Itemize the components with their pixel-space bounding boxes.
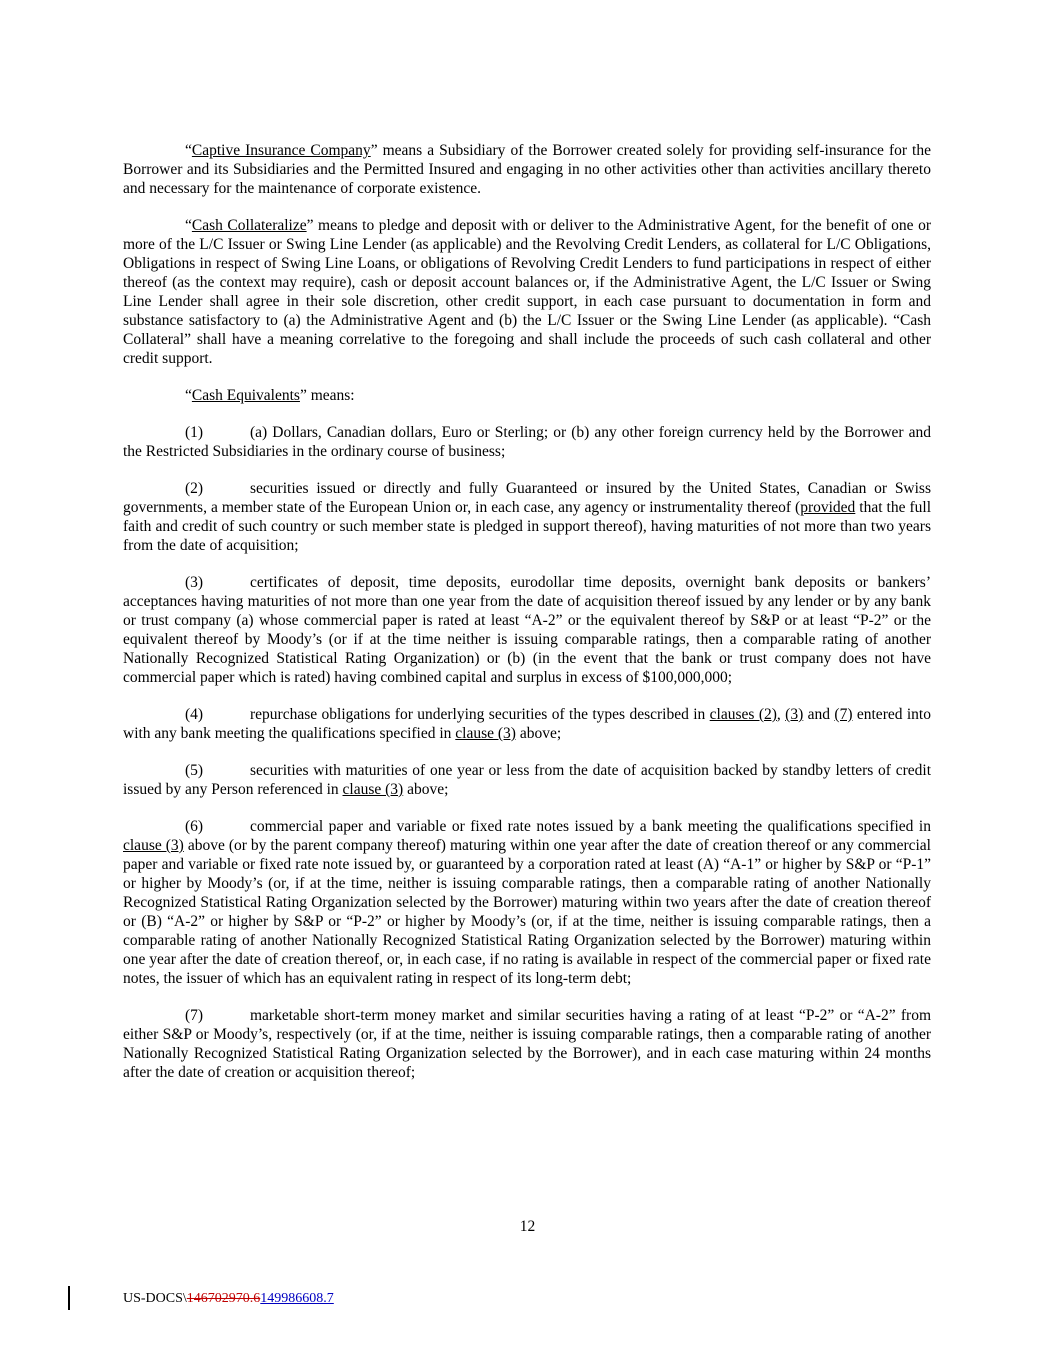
text-run: ” means to pledge and deposit with or deliver to the Administrative Agent, for the benefit of one or more of the L/C Issuer or Swing Line Lender (as applicable) and the Revolving Credit Lenders, as collateral for L/C Obligations, Obligations in respect of Swing Line Loans, or obligations of Revolving Credit Lenders to fund participations in respect of either thereof (as the context may require), cash or deposit account balances or, if the Administrative Agent, the L/C Issuer or Swing Line Lender shall agree in their sole discretion, other credit support, in each case pursuant to documentation in form and substance satisfactory to (a) the Administrative Agent and (b) the L/C Issuer or the Swing Line Lender (as applicable). “Cash Collateral” shall have a meaning correlative to the foregoing and shall include the proceeds of such cash collateral and other credit support. (123, 217, 931, 367)
text-run: (a) Dollars, Canadian dollars, Euro or Sterling; or (b) any other foreign currency held by the Borrower and the Restricted Subsidiaries in the ordinary course of business; (123, 424, 931, 460)
def-cash-equivalents (123, 386, 931, 405)
footer-prefix: US-DOCS\ (123, 1291, 187, 1306)
text-run: certificates of deposit, time deposits, eurodollar time deposits, overnight bank deposits or bankers’ acceptances having maturities of not more than one year from the date of acquisition thereof issued by any lender or by any bank or trust company (a) whose commercial paper is rated at least “A-2” or the equivalent thereof by S&P or at least “P-2” or the equivalent thereof by Moody’s (or if at the time neither is issuing comparable ratings, then a comparable rating of another Nationally Recognized Statistical Rating Organization) or (b) (in the event that the bank or trust company does not have commercial paper which is rated) having combined capital and surplus in excess of $100,000,000; (123, 574, 931, 686)
clause-number: (1) (185, 424, 204, 441)
underlined-term: provided (800, 499, 856, 516)
text-run: “ (185, 142, 192, 159)
text-run: that the full faith and credit of such country or such member state is pledged in support thereof), having maturities of not more than two years from the date of acquisition; (123, 499, 932, 554)
def-captive-insurance-company (123, 141, 931, 198)
footer-docid (123, 1291, 334, 1307)
deleted-doc-number: 146702970.6 (186, 1291, 261, 1306)
text-run: ” means a Subsidiary of the Borrower created solely for providing self-insurance for the Borrower and its Subsidiaries and the Permitted Insured and engaging in no other activities other than activities ancillary thereto and necessary for the maintenance of corporate existence. (123, 142, 931, 197)
underlined-term: Cash Collateralize (191, 217, 307, 234)
text-run: , (776, 706, 786, 723)
document-body (123, 141, 931, 1100)
underlined-term: clause (3) (342, 781, 404, 798)
text-run: entered into with any bank meeting the qualifications specified in (123, 706, 931, 742)
underlined-term: clauses (2) (709, 706, 777, 723)
text-run: marketable short-term money market and similar securities having a rating of at least “P-2” or “A-2” from either S&P or Moody’s, respectively (or, if at the time, neither is issuing comparable ratings, then a comparable rating of another Nationally Recognized Statistical Rating Organization selected by the Borrower), and in each case maturing within 24 months after the date of creation or acquisition thereof; (123, 1007, 931, 1081)
underlined-term: clause (3) (123, 837, 184, 854)
underlined-term: (3) (785, 706, 804, 723)
revision-change-bar (68, 1286, 70, 1310)
clause-5 (123, 761, 931, 799)
underlined-term: Cash Equivalents (191, 387, 300, 404)
underlined-term: Captive Insurance Company (191, 142, 371, 159)
text-run: above; (515, 725, 562, 742)
clause-7 (123, 1006, 931, 1082)
text-run: commercial paper and variable or fixed rate notes issued by a bank meeting the qualifications specified in (250, 818, 931, 835)
text-run: ” means: (299, 387, 355, 404)
text-run: “ (185, 217, 192, 234)
clause-number: (5) (185, 762, 204, 779)
def-cash-collateralize (123, 216, 931, 368)
text-run: securities issued or directly and fully Guaranteed or insured by the United States, Canadian or Swiss governments, a member state of the European Union or, in each case, any agency or instrumentality thereof ( (123, 480, 931, 516)
clause-2 (123, 479, 931, 555)
inserted-doc-number: 149986608.7 (260, 1291, 334, 1306)
clause-3 (123, 573, 931, 687)
underlined-term: clause (3) (455, 725, 516, 742)
text-run: above; (403, 781, 449, 798)
page-number: 12 (519, 1218, 536, 1235)
underlined-term: (7) (834, 706, 853, 723)
clause-6 (123, 817, 931, 988)
clause-number: (3) (185, 574, 204, 591)
text-run: above (or by the parent company thereof) maturing within one year after the date of creation thereof or any commercial paper and variable or fixed rate note issued by, or guaranteed by a corporation rated at least (A) “A-1” or higher by S&P or “P-1” or higher by Moody’s (or, if at the time, neither is issuing comparable ratings, then a comparable rating of another Nationally Recognized Statistical Rating Organization selected by the Borrower) maturing within two years after the date of creation thereof or (B) “A-2” or higher by S&P or “P-2” or higher by Moody’s (or, if at the time, neither is issuing comparable ratings, then a comparable rating of another Nationally Recognized Statistical Rating Organization selected by the Borrower) maturing within one year after the date of creation thereof, or, in each case, if no rating is available in respect of the commercial paper or fixed rate notes, the issuer of which has an equivalent rating in respect of its long-term debt; (123, 837, 931, 987)
clause-1 (123, 423, 931, 461)
clause-number: (7) (185, 1007, 204, 1024)
text-run: repurchase obligations for underlying securities of the types described in (250, 706, 710, 723)
clause-number: (4) (185, 706, 204, 723)
clause-number: (6) (185, 818, 204, 835)
clause-4 (123, 705, 931, 743)
text-run: “ (185, 387, 192, 404)
text-run: and (803, 706, 835, 723)
clause-number: (2) (185, 480, 204, 497)
text-run: securities with maturities of one year or less from the date of acquisition backed by standby letters of credit issued by any Person referenced in (123, 762, 931, 798)
